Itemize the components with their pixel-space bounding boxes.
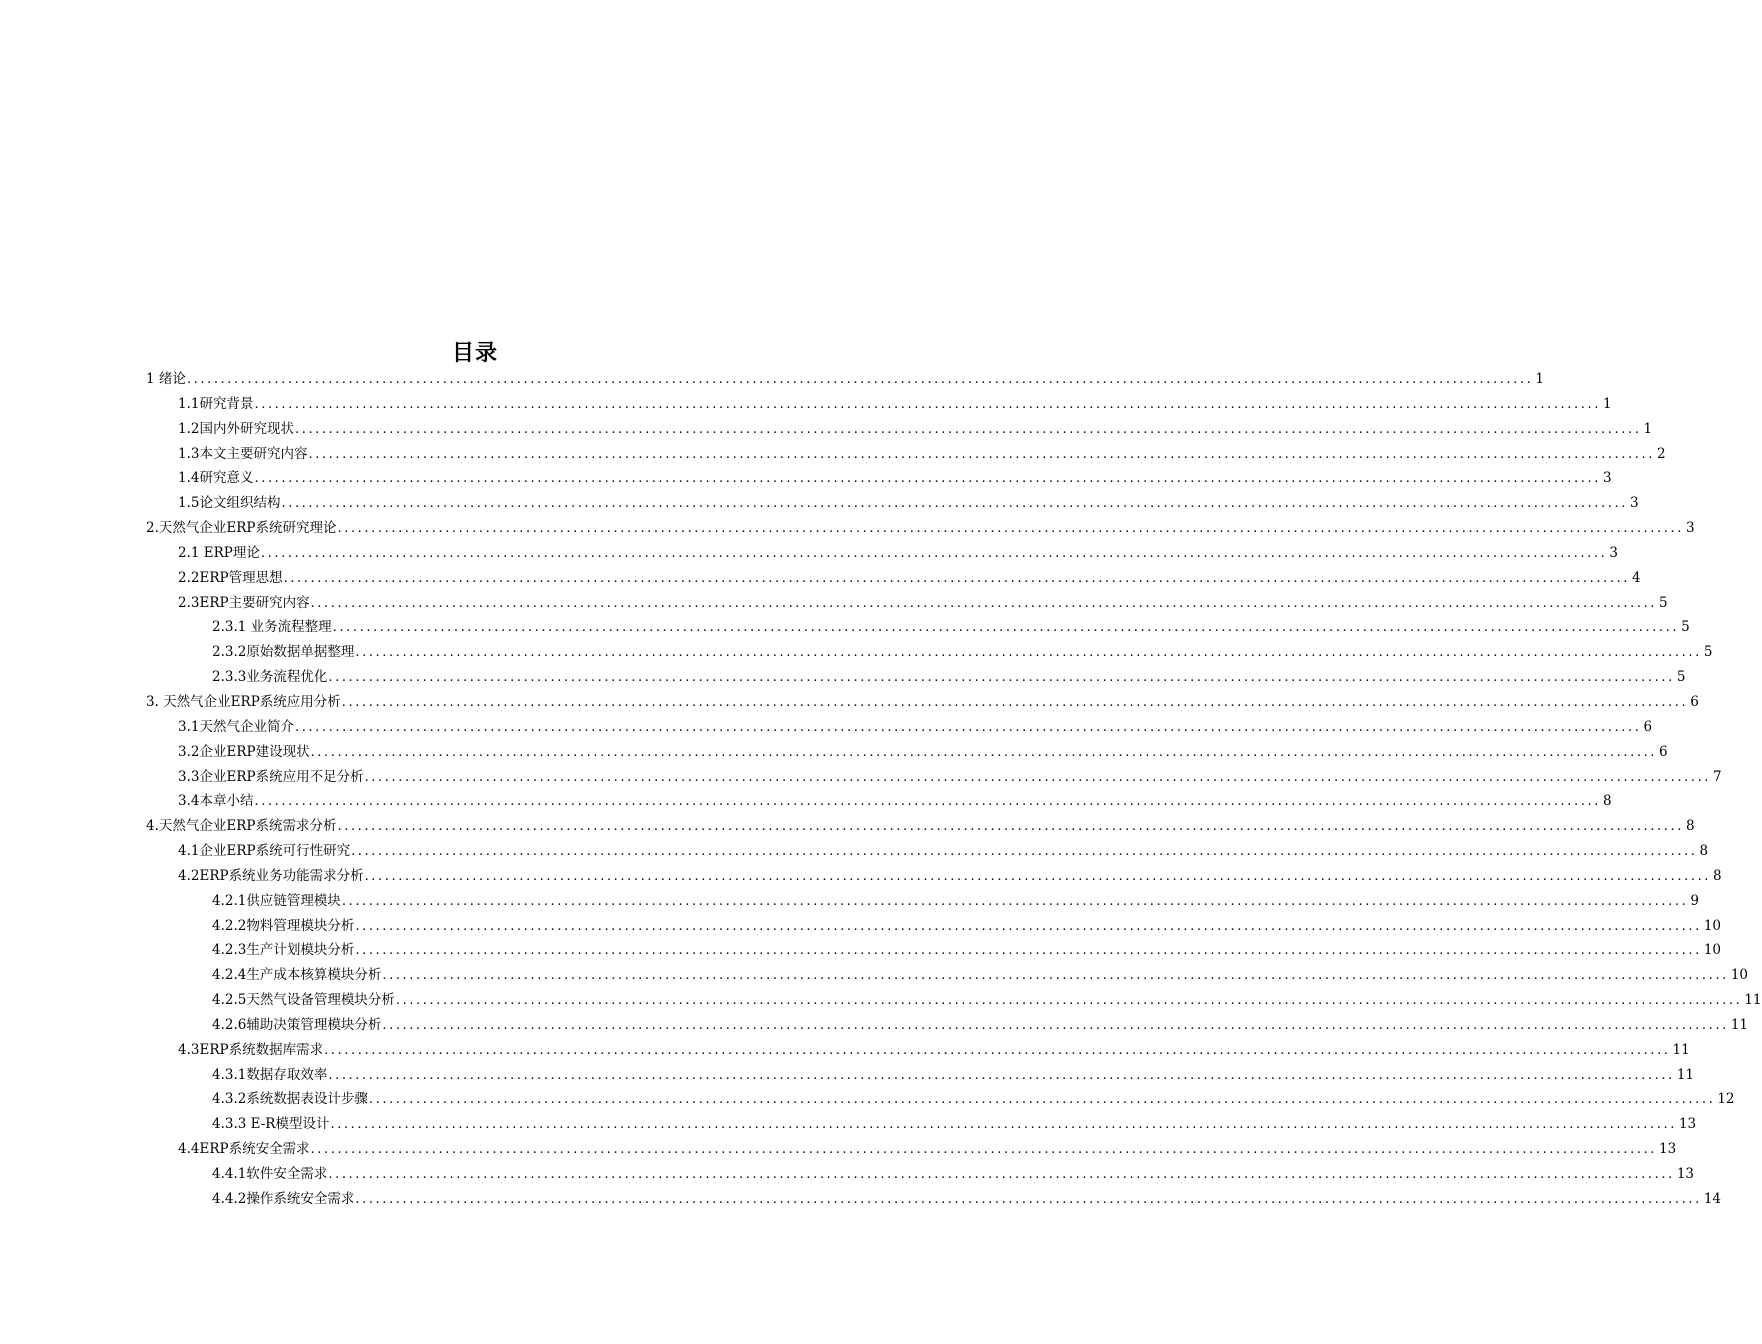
toc-entry[interactable] [0,541,1618,566]
toc-entry-page: 9 [1690,892,1699,909]
toc-dot-leader: ........................................................................................................................................................................................................ [283,570,1631,586]
toc-entry-title: 4.3.2系统数据表设计步骤 [212,1091,368,1108]
toc-entry-page: 3 [1629,495,1639,512]
toc-dot-leader: ........................................................................................................................................................................................................ [337,521,1684,537]
toc-dot-leader: ........................................................................................................................................................................................................ [324,1042,1671,1058]
toc-entry-page: 5 [1659,594,1668,611]
toc-entry-page: 13 [1659,1141,1677,1158]
toc-entry-title: 4.3ERP系统数据库需求 [178,1041,324,1058]
toc-dot-leader: ........................................................................................................................................................................................................ [254,794,1601,810]
toc-entry-title: 3. 天然气企业ERP系统应用分析 [146,693,341,710]
toc-dot-leader: ........................................................................................................................................................................................................ [355,645,1702,661]
toc-entry-title: 2.天然气企业ERP系统研究理论 [146,520,337,537]
toc-entry[interactable] [0,367,1544,392]
toc-entry[interactable] [0,1087,1735,1112]
toc-entry-title: 4.2ERP系统业务功能需求分析 [178,867,364,884]
toc-dot-leader: ........................................................................................................................................................................................................ [332,620,1680,636]
toc-entry-title: 3.2企业ERP建设现状 [178,743,310,760]
toc-entry-page: 11 [1676,1066,1695,1083]
toc-dot-leader: ........................................................................................................................................................................................................ [254,471,1601,487]
toc-entry[interactable] [0,715,1653,740]
toc-dot-leader: ........................................................................................................................................................................................................ [382,968,1729,984]
toc-entry-title: 1.5论文组织结构 [178,495,281,512]
toc-entry-page: 8 [1699,843,1709,860]
toc-entry-title: 2.1 ERP理论 [178,544,260,561]
toc-entry-title: 2.3.1 业务流程整理 [212,619,332,636]
toc-dot-leader: ........................................................................................................................................................................................................ [328,1067,1675,1083]
toc-entry-title: 4.1企业ERP系统可行性研究 [178,843,351,860]
toc-entry-title: 4.2.5天然气设备管理模块分析 [212,992,395,1009]
toc-dot-leader: ........................................................................................................................................................................................................ [186,372,1534,387]
toc-entry-title: 4.3.1数据存取效率 [212,1066,328,1083]
toc-entry-page: 13 [1676,1166,1695,1182]
toc-entry[interactable] [0,442,1666,467]
toc-dot-leader: ........................................................................................................................................................................................................ [310,595,1658,611]
toc-dot-leader: ........................................................................................................................................................................................................ [341,694,1689,710]
toc-entry[interactable] [0,914,1722,939]
toc-entry[interactable] [0,1013,1749,1038]
toc-entry[interactable] [0,938,1722,963]
toc-entry-page: 6 [1659,743,1668,760]
toc-entry-page: 2 [1656,445,1666,462]
toc-entry-page: 11 [1744,992,1762,1009]
toc-entry-page: 11 [1730,1016,1749,1033]
toc-entry[interactable] [0,839,1709,864]
toc-entry-page: 1 [1602,395,1612,412]
toc-entry-title: 1.1研究背景 [178,395,254,412]
toc-dot-leader: ........................................................................................................................................................................................................ [260,545,1608,561]
toc-entry[interactable] [0,814,1695,839]
toc-entry[interactable] [0,491,1639,516]
toc-dot-leader: ........................................................................................................................................................................................................ [364,868,1712,884]
toc-entry-page: 1 [1643,420,1653,437]
toc-dot-leader: ........................................................................................................................................................................................................ [310,744,1658,760]
toc-entry[interactable] [0,591,1668,616]
toc-entry[interactable] [0,566,1641,591]
toc-entry-title: 1 绪论 [146,371,186,387]
toc-entry-title: 4.天然气企业ERP系统需求分析 [146,818,337,835]
toc-entry-title: 3.1天然气企业简介 [178,718,294,735]
toc-entry-title: 3.3企业ERP系统应用不足分析 [178,768,364,785]
toc-entry-page: 8 [1602,793,1612,810]
toc-dot-leader: ........................................................................................................................................................................................................ [328,1167,1675,1182]
toc-dot-leader: ........................................................................................................................................................................................................ [308,446,1655,462]
toc-entry-page: 6 [1643,718,1653,735]
toc-entry-page: 5 [1681,619,1690,636]
toc-dot-leader: ........................................................................................................................................................................................................ [382,1017,1729,1033]
toc-entry-title: 2.2ERP管理思想 [178,569,283,586]
toc-entry-page: 1 [1535,371,1544,387]
toc-entry-page: 3 [1609,544,1618,561]
page-title: 目录 [451,339,498,366]
toc-entry-page: 10 [1703,917,1722,934]
toc-entry-title: 2.3ERP主要研究内容 [178,594,310,611]
toc-entry-title: 4.2.6辅助决策管理模块分析 [212,1016,382,1033]
toc-entry[interactable] [0,417,1653,442]
toc-entry-title: 4.2.2物料管理模块分析 [212,917,355,934]
toc-dot-leader: ........................................................................................................................................................................................................ [330,1117,1677,1133]
toc-entry-title: 2.3.2原始数据单据整理 [212,644,355,661]
toc-entry-page: 14 [1703,1190,1722,1207]
toc-dot-leader: ........................................................................................................................................................................................................ [281,496,1628,512]
toc-dot-leader: ........................................................................................................................................................................................................ [355,1191,1702,1207]
toc-entry-title: 2.3.3业务流程优化 [212,669,328,686]
toc-entry-page: 8 [1713,867,1722,884]
toc-entry[interactable] [0,466,1612,491]
toc-entry-page: 10 [1703,942,1722,959]
toc-entry[interactable] [0,789,1612,814]
toc-entry[interactable] [0,864,1722,889]
toc-dot-leader: ........................................................................................................................................................................................................ [294,719,1642,735]
toc-entry[interactable] [0,740,1668,765]
toc-entry[interactable] [0,615,1690,640]
toc-entry-page: 11 [1672,1041,1690,1058]
toc-entry[interactable] [0,988,1762,1013]
toc-dot-leader: ........................................................................................................................................................................................................ [341,893,1689,909]
toc-dot-leader: ........................................................................................................................................................................................................ [294,421,1642,437]
toc-entry-title: 1.3本文主要研究内容 [178,445,308,462]
toc-entry-title: 4.3.3 E-R模型设计 [212,1116,330,1133]
toc-dot-leader: ........................................................................................................................................................................................................ [395,993,1743,1009]
toc-entry-title: 4.4.2操作系统安全需求 [212,1190,355,1207]
toc-entry-page: 7 [1713,768,1722,785]
toc-dot-leader: ........................................................................................................................................................................................................ [310,1142,1658,1158]
toc-entry[interactable] [0,640,1713,665]
toc-entry-page: 3 [1685,520,1695,537]
toc-entry-page: 6 [1690,693,1699,710]
toc-entry[interactable] [0,1162,1695,1187]
toc-entry-page: 5 [1676,669,1686,686]
toc-entry-title: 4.2.4生产成本核算模块分析 [212,967,382,984]
toc-entry-title: 1.2国内外研究现状 [178,420,294,437]
toc-entry[interactable] [0,516,1695,541]
toc-entry-title: 4.4.1软件安全需求 [212,1166,328,1182]
toc-dot-leader: ........................................................................................................................................................................................................ [364,769,1712,785]
toc-entry[interactable] [0,1063,1695,1088]
toc-entry-title: 4.2.3生产计划模块分析 [212,942,355,959]
toc-entry-page: 10 [1730,967,1749,984]
toc-entry-page: 4 [1632,569,1641,586]
toc-entry[interactable] [0,690,1699,715]
toc-dot-leader: ........................................................................................................................................................................................................ [328,670,1675,686]
toc-entry-title: 4.4ERP系统安全需求 [178,1141,310,1158]
table-of-contents [0,367,1762,1212]
toc-entry[interactable] [0,1038,1690,1063]
toc-entry-title: 3.4本章小结 [178,793,254,810]
toc-dot-leader: ........................................................................................................................................................................................................ [351,844,1698,860]
toc-dot-leader: ........................................................................................................................................................................................................ [355,918,1702,934]
toc-entry[interactable] [0,889,1699,914]
toc-entry[interactable] [0,963,1749,988]
toc-entry-page: 12 [1717,1091,1735,1108]
toc-entry[interactable] [0,392,1612,417]
toc-entry-page: 3 [1602,470,1612,487]
toc-entry[interactable] [0,765,1722,790]
toc-entry-page: 13 [1678,1116,1697,1133]
toc-entry[interactable] [0,665,1686,690]
toc-entry-title: 1.4研究意义 [178,470,254,487]
toc-dot-leader: ........................................................................................................................................................................................................ [368,1092,1716,1108]
toc-entry-page: 5 [1703,644,1713,661]
toc-dot-leader: ........................................................................................................................................................................................................ [337,819,1684,835]
toc-entry[interactable] [0,1137,1677,1162]
toc-entry[interactable] [0,1187,1722,1212]
toc-entry[interactable] [0,1112,1697,1137]
toc-dot-leader: ........................................................................................................................................................................................................ [355,943,1702,959]
toc-entry-page: 8 [1685,818,1695,835]
toc-entry-title: 4.2.1供应链管理模块 [212,892,341,909]
toc-dot-leader: ........................................................................................................................................................................................................ [254,396,1601,412]
